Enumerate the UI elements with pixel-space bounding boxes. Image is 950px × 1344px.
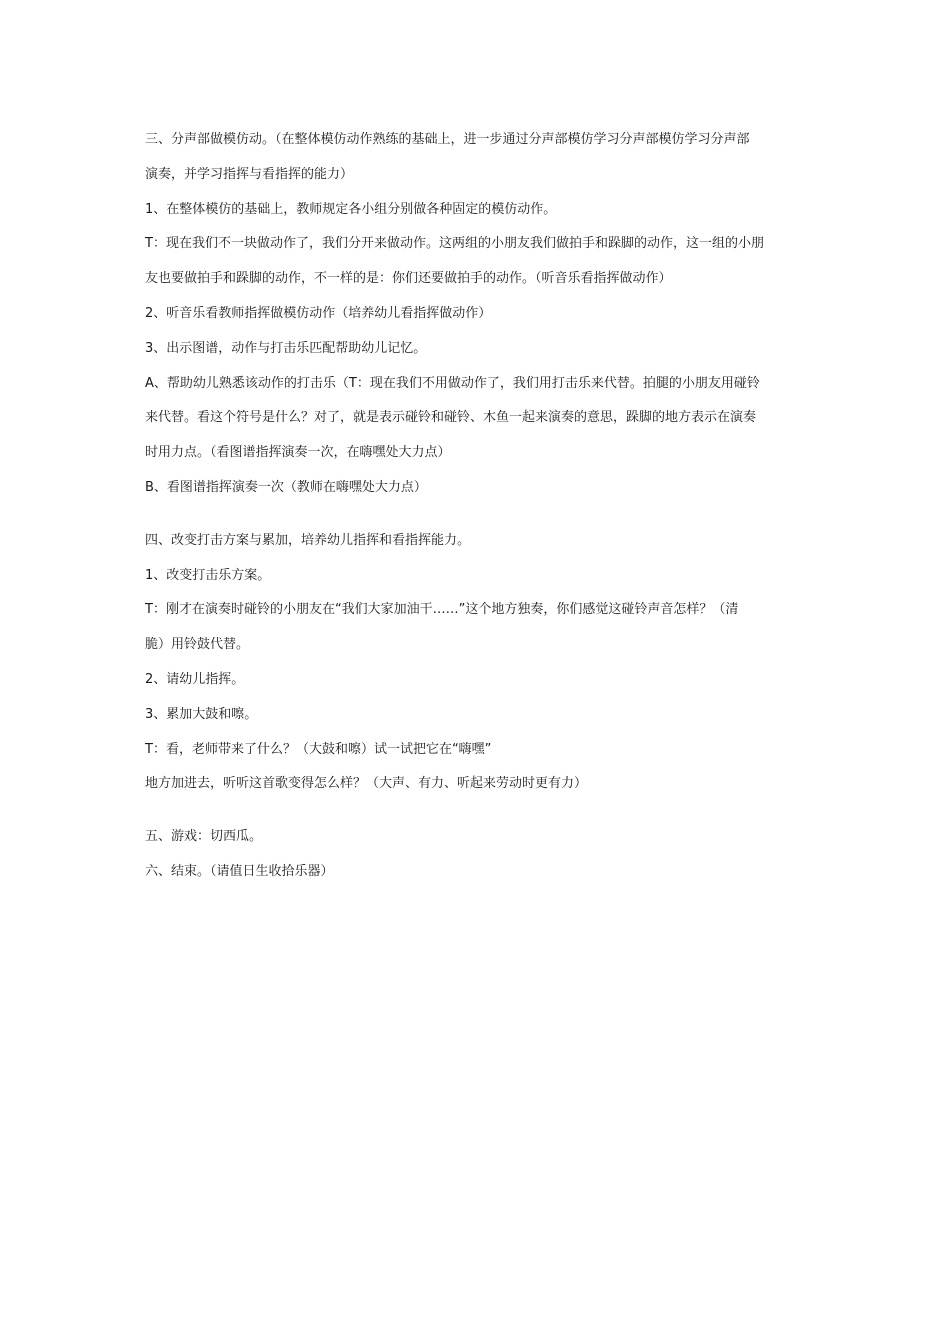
section-3-item-a-line-2: 来代替。看这个符号是什么？对了，就是表示碰铃和碰铃、木鱼一起来演奏的意思，跺脚的地方表示在演奏 xyxy=(145,410,757,426)
section-3-heading-line-1: 三、分声部做模仿动。（在整体模仿动作熟练的基础上，进一步通过分声部模仿学习分声部模仿学习分声部 xyxy=(145,132,750,147)
section-4-item-1: 1、改变打击乐方案。 xyxy=(145,567,271,583)
section-3-item-1: 1、在整体模仿的基础上，教师规定各小组分别做各种固定的模仿动作。 xyxy=(145,201,557,217)
section-4-teacher2-line-2: 地方加进去，听听这首歌变得怎么样？（大声、有力、听起来劳动时更有力） xyxy=(145,776,588,792)
section-5 xyxy=(145,820,810,855)
section-3 xyxy=(145,123,810,506)
paragraph-gap xyxy=(145,802,810,820)
section-3-item-a-line-3: 时用力点。（看图谱指挥演奏一次，在嗨嘿处大力点） xyxy=(145,445,451,461)
section-3-item-2: 2、听音乐看教师指挥做模仿动作（培养幼儿看指挥做动作） xyxy=(145,305,492,321)
section-4 xyxy=(145,524,810,802)
section-4-heading: 四、改变打击方案与累加，培养幼儿指挥和看指挥能力。 xyxy=(145,532,471,548)
section-4-teacher-line-1: T：刚才在演奏时碰铃的小朋友在“我们大家加油干……”这个地方独奏，你们感觉这碰铃声音怎样？（清 xyxy=(145,602,739,618)
section-4-teacher2-line-1: T：看，老师带来了什么？（大鼓和嚓）试一试把它在“嗨嘿” xyxy=(145,741,492,757)
section-3-heading-line-2: 演奏，并学习指挥与看指挥的能力） xyxy=(145,166,354,182)
section-4-teacher-line-2: 脆）用铃鼓代替。 xyxy=(145,637,250,653)
paragraph-gap xyxy=(145,506,810,524)
section-6 xyxy=(145,855,810,890)
section-6-heading: 六、结束。（请值日生收拾乐器） xyxy=(145,863,334,879)
section-3-teacher-line-2: 友也要做拍手和跺脚的动作，不一样的是：你们还要做拍手的动作。（听音乐看指挥做动作） xyxy=(145,271,672,287)
section-5-heading: 五、游戏：切西瓜。 xyxy=(145,829,263,845)
section-3-item-a-line-1: A、帮助幼儿熟悉该动作的打击乐（T：现在我们不用做动作了，我们用打击乐来代替。拍腿的小朋友用碰铃 xyxy=(145,375,760,391)
section-3-item-b: B、看图谱指挥演奏一次（教师在嗨嘿处大力点） xyxy=(145,479,427,495)
section-3-teacher-line-1: T：现在我们不一块做动作了，我们分开来做动作。这两组的小朋友我们做拍手和跺脚的动作，这一组的小朋 xyxy=(145,236,764,252)
section-4-item-2: 2、请幼儿指挥。 xyxy=(145,671,245,687)
section-3-item-3: 3、出示图谱，动作与打击乐匹配帮助幼儿记忆。 xyxy=(145,340,427,356)
document-body xyxy=(145,123,810,890)
section-4-item-3: 3、累加大鼓和嚓。 xyxy=(145,706,258,722)
